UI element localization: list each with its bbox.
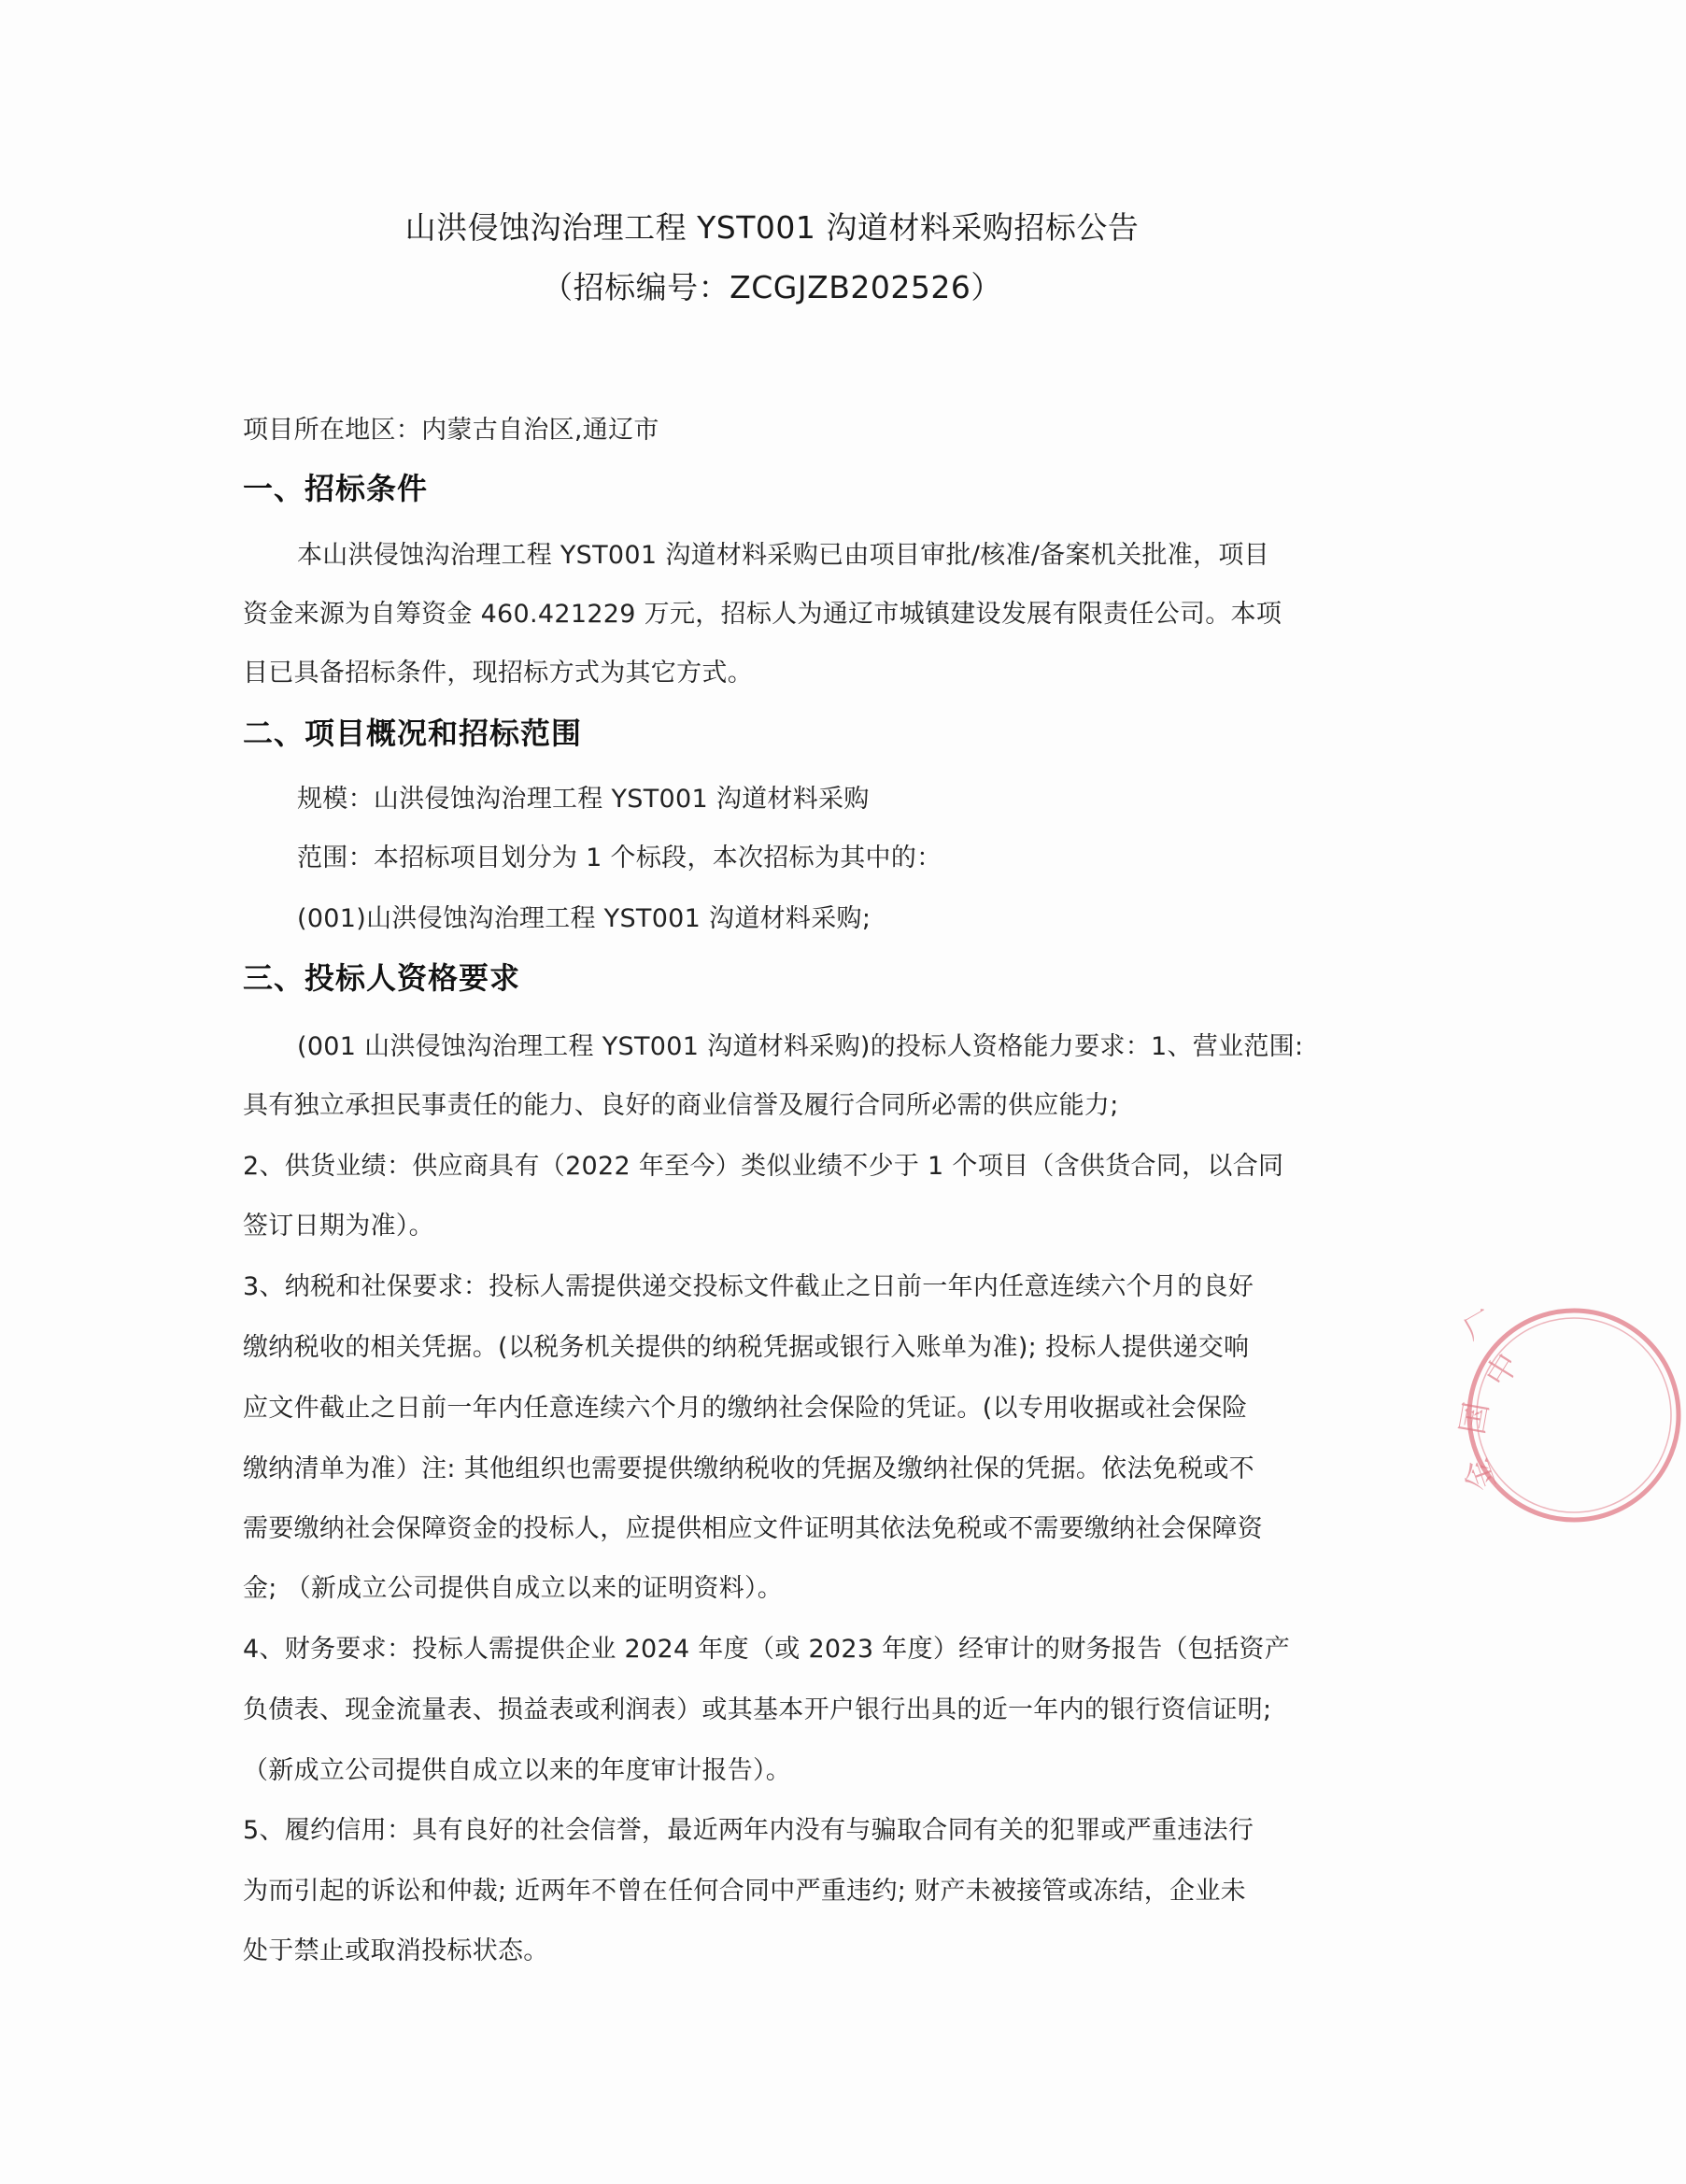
paragraph-line: 本山洪侵蚀沟治理工程 YST001 沟道材料采购已由项目审批/核准/备案机关批准，项目 (297, 541, 1269, 570)
paragraph-line: 处于禁止或取消投标状态。 (243, 1936, 549, 1965)
paragraph-line: 资金来源为自筹资金 460.421229 万元，招标人为通辽市城镇建设发展有限责任公司。本项 (243, 600, 1282, 629)
section-heading-project-overview: 二、项目概况和招标范围 (243, 716, 583, 751)
paragraph-line: 5、履约信用：具有良好的社会信誉，最近两年内没有与骗取合同有关的犯罪或严重违法行 (243, 1816, 1254, 1845)
paragraph-line: 2、供货业绩：供应商具有（2022 年至今）类似业绩不少于 1 个项目（含供货合同，以合同 (243, 1152, 1284, 1181)
section-heading-bidder-qualifications: 三、投标人资格要求 (243, 960, 521, 996)
paragraph-line: 规模：山洪侵蚀沟治理工程 YST001 沟道材料采购 (297, 785, 870, 814)
paragraph-line: （新成立公司提供自成立以来的年度审计报告）。 (243, 1756, 792, 1785)
tender-number: （招标编号：ZCGJZB202526） (542, 269, 1002, 305)
paragraph-line: 范围：本招标项目划分为 1 个标段，本次招标为其中的： (297, 844, 942, 872)
paragraph-line: (001 山洪侵蚀沟治理工程 YST001 沟道材料采购)的投标人资格能力要求：1、营业范围: (297, 1032, 1304, 1061)
project-region: 项目所在地区：内蒙古自治区,通辽市 (243, 416, 659, 445)
svg-text:厂: 厂 (1458, 1304, 1499, 1347)
svg-text:金: 金 (1457, 1453, 1504, 1496)
paragraph-line: 目已具备招标条件，现招标方式为其它方式。 (243, 659, 753, 688)
paragraph-line: (001)山洪侵蚀沟治理工程 YST001 沟道材料采购; (297, 904, 871, 933)
paragraph-line: 缴纳清单为准）注: 其他组织也需要提供缴纳税收的凭据及缴纳社保的凭据。依法免税或不 (243, 1454, 1254, 1483)
paragraph-line: 签订日期为准）。 (243, 1212, 434, 1241)
paragraph-line: 应文件截止之日前一年内任意连续六个月的缴纳社会保险的凭证。(以专用收据或社会保险 (243, 1394, 1248, 1423)
paragraph-line: 3、纳税和社保要求：投标人需提供递交投标文件截止之日前一年内任意连续六个月的良好 (243, 1272, 1254, 1301)
svg-text:中: 中 (1478, 1346, 1527, 1394)
paragraph-line: 4、财务要求：投标人需提供企业 2024 年度（或 2023 年度）经审计的财务报告（包括资产 (243, 1635, 1291, 1664)
section-heading-tender-conditions: 一、招标条件 (243, 471, 429, 506)
paragraph-line: 具有独立承担民事责任的能力、良好的商业信誉及履行合同所必需的供应能力; (243, 1091, 1119, 1120)
paragraph-line: 缴纳税收的相关凭据。(以税务机关提供的纳税凭据或银行入账单为准); 投标人提供递交响 (243, 1333, 1250, 1362)
svg-text:国: 国 (1453, 1399, 1496, 1438)
paragraph-line: 金; （新成立公司提供自成立以来的证明资料）。 (243, 1574, 784, 1603)
seal-stamp (1453, 1303, 1686, 1527)
paragraph-line: 需要缴纳社会保障资金的投标人，应提供相应文件证明其依法免税或不需要缴纳社会保障资 (243, 1514, 1263, 1543)
paragraph-line: 负债表、现金流量表、损益表或利润表）或其基本开户银行出具的近一年内的银行资信证明; (243, 1695, 1272, 1724)
paragraph-line: 为而引起的诉讼和仲裁; 近两年不曾在任何合同中严重违约; 财产未被接管或冻结，企业未 (243, 1877, 1246, 1906)
document-title: 山洪侵蚀沟治理工程 YST001 沟道材料采购招标公告 (404, 209, 1140, 246)
